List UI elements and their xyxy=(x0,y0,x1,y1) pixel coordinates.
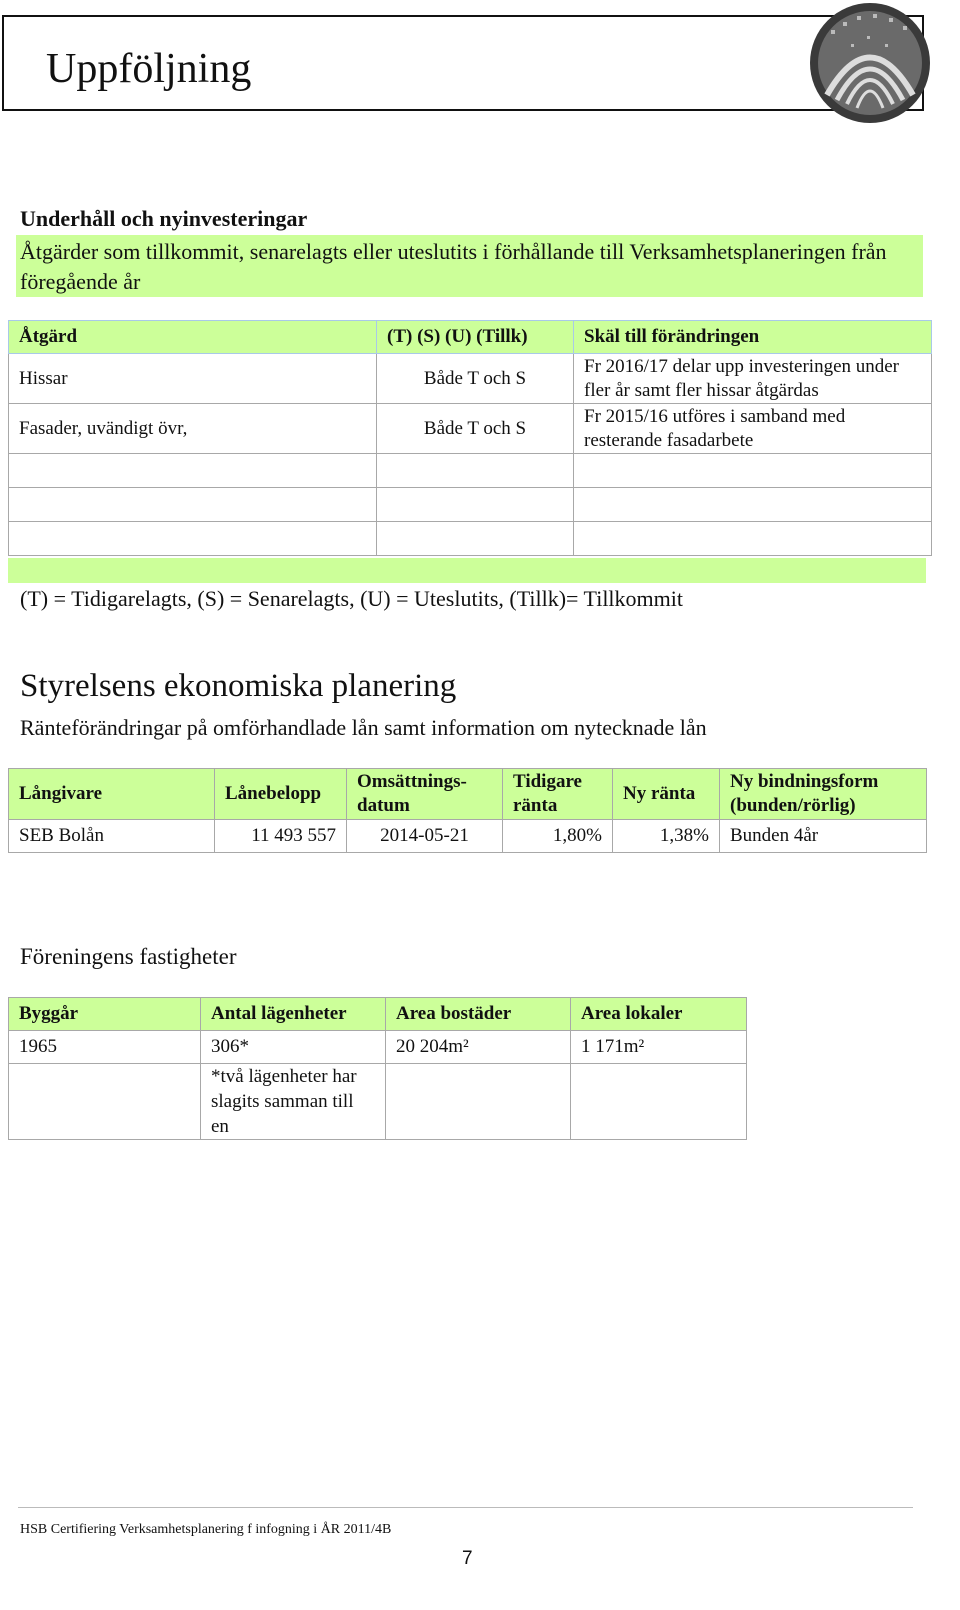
area-commercial-cell: 1 171m² xyxy=(571,1031,747,1064)
year-cell: 1965 xyxy=(9,1031,201,1064)
hsb-seal-logo-icon xyxy=(807,0,933,126)
status-cell: Både T och S xyxy=(377,354,574,404)
table-row xyxy=(9,404,932,454)
table-header-row xyxy=(9,998,747,1031)
status-cell: Både T och S xyxy=(377,404,574,454)
column-header: Långivare xyxy=(9,769,215,820)
table-row xyxy=(9,354,932,404)
loan-table xyxy=(8,768,927,853)
table-header-row xyxy=(9,769,927,820)
prev-rate-cell: 1,80% xyxy=(503,820,613,853)
lender-cell: SEB Bolån xyxy=(9,820,215,853)
page-title: Uppföljning xyxy=(46,46,252,92)
apartments-cell: 306* xyxy=(201,1031,386,1064)
column-header: Åtgärd xyxy=(9,321,377,354)
reason-cell: Fr 2015/16 utföres i samband med resterande fasadarbete xyxy=(574,404,932,454)
column-header: Ny ränta xyxy=(613,769,720,820)
column-header: Ny bindningsform (bunden/rörlig) xyxy=(720,769,927,820)
footer-divider xyxy=(18,1507,913,1508)
footer-text: HSB Certifiering Verksamhetsplanering f infogning i ÅR 2011/4B xyxy=(20,1522,392,1537)
column-header: (T) (S) (U) (Tillk) xyxy=(377,321,574,354)
action-cell: Hissar xyxy=(9,354,377,404)
action-cell: Fasader, uvändigt övr, xyxy=(9,404,377,454)
empty-row xyxy=(9,488,932,522)
maintenance-table xyxy=(8,320,932,556)
table-row xyxy=(9,820,927,853)
page-number: 7 xyxy=(462,1548,473,1569)
legend-band xyxy=(8,558,926,583)
status-legend: (T) = Tidigarelagts, (S) = Senarelagts, (U) = Uteslutits, (Tillk)= Tillkommit xyxy=(20,586,683,611)
column-header: Omsättnings-datum xyxy=(347,769,503,820)
area-residential-cell: 20 204m² xyxy=(386,1031,571,1064)
maintenance-heading: Underhåll och nyinvesteringar xyxy=(20,206,308,231)
column-header: Lånebelopp xyxy=(215,769,347,820)
table-row xyxy=(9,1031,747,1064)
apartments-note: *två lägenheter har slagits samman till en xyxy=(201,1064,386,1140)
properties-table xyxy=(8,997,747,1140)
column-header: Area bostäder xyxy=(386,998,571,1031)
new-rate-cell: 1,38% xyxy=(613,820,720,853)
reason-cell: Fr 2016/17 delar upp investeringen under fler år samt fler hissar åtgärdas xyxy=(574,354,932,404)
amount-cell: 11 493 557 xyxy=(215,820,347,853)
table-header-row xyxy=(9,321,932,354)
empty-row xyxy=(9,522,932,556)
economy-subheading: Ränteförändringar på omförhandlade lån samt information om nytecknade lån xyxy=(20,715,707,740)
column-header: Byggår xyxy=(9,998,201,1031)
economy-heading: Styrelsens ekonomiska planering xyxy=(20,668,457,704)
column-header: Area lokaler xyxy=(571,998,747,1031)
properties-heading: Föreningens fastigheter xyxy=(20,944,237,969)
empty-row xyxy=(9,454,932,488)
column-header: Antal lägenheter xyxy=(201,998,386,1031)
note-row xyxy=(9,1064,747,1140)
column-header: Skäl till förändringen xyxy=(574,321,932,354)
column-header: Tidigare ränta xyxy=(503,769,613,820)
date-cell: 2014-05-21 xyxy=(347,820,503,853)
maintenance-subheading: Åtgärder som tillkommit, senarelagts eller uteslutits i förhållande till Verksamhetsplaneringen från föregående år xyxy=(20,239,887,294)
binding-cell: Bunden 4år xyxy=(720,820,927,853)
